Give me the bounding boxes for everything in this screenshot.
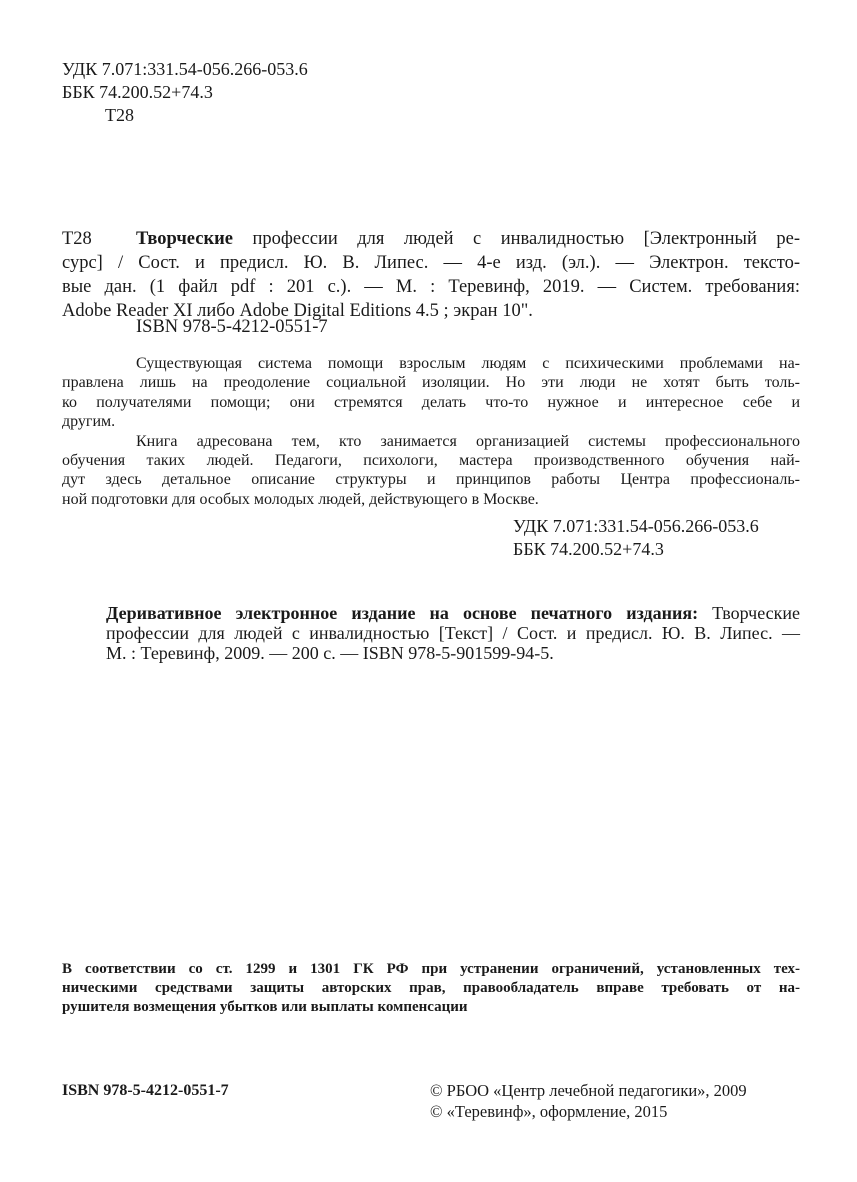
derivative-line-2: профессии для людей с инвалидностью [Текст] / Сост. и предисл. Ю. В. Липес. — bbox=[106, 623, 800, 643]
udk-code-right: УДК 7.071:331.54-056.266-053.6 bbox=[513, 516, 759, 536]
catalog-title-bold: Творческие bbox=[136, 229, 233, 249]
copyright-line-1: © РБОО «Центр лечебной педагогики», 2009 bbox=[430, 1081, 747, 1100]
classification-block-right bbox=[513, 515, 759, 561]
bbk-code: ББК 74.200.52+74.3 bbox=[62, 82, 213, 102]
bbk-code-right: ББК 74.200.52+74.3 bbox=[513, 539, 664, 559]
annotation bbox=[62, 354, 800, 509]
annotation-p1-line-3: ко получателями помощи; они стремятся делать что-то нужное и интересное себе и bbox=[62, 393, 800, 411]
legal-line-3: рушителя возмещения убытков или выплаты компенсации bbox=[62, 999, 468, 1015]
annotation-p2-line-2: обучения таких людей. Педагоги, психологи, мастера производственного обучения най- bbox=[62, 452, 800, 470]
catalog-line-1-rest: профессии для людей с инвалидностью [Электронный ре- bbox=[252, 229, 800, 249]
copyright-line-2: © «Теревинф», оформление, 2015 bbox=[430, 1102, 668, 1121]
legal-line-1: В соответствии со ст. 1299 и 1301 ГК РФ при устранении ограничений, установленных тех- bbox=[62, 961, 800, 977]
annotation-p2-line-1: Книга адресована тем, кто занимается организацией системы профессионального bbox=[136, 432, 800, 450]
author-code: Т28 bbox=[105, 105, 134, 125]
annotation-p1-line-1: Существующая система помощи взрослым людям с психическими проблемами на- bbox=[136, 355, 800, 372]
copyright-block bbox=[430, 1080, 747, 1122]
catalog-line-3: вые дан. (1 файл pdf : 201 с.). — М. : Теревинф, 2019. — Систем. требования: bbox=[62, 277, 800, 297]
annotation-p2-line-3: дут здесь детальное описание структуры и принципов работы Центра профессиональ- bbox=[62, 471, 800, 489]
derivative-line-1 bbox=[106, 603, 800, 623]
legal-notice bbox=[62, 960, 800, 1017]
catalog-isbn: ISBN 978-5-4212-0551-7 bbox=[136, 317, 328, 337]
derivative-line-1-rest: Творческие bbox=[712, 603, 801, 623]
annotation-p2-line-4: ной подготовки для особых молодых людей, действующего в Москве. bbox=[62, 490, 539, 508]
udk-code: УДК 7.071:331.54-056.266-053.6 bbox=[62, 59, 308, 79]
catalog-author-code: Т28 bbox=[62, 229, 92, 249]
derivative-line-3: М. : Теревинф, 2009. — 200 с. — ISBN 978-5-901599-94-5. bbox=[106, 643, 554, 663]
classification-block-top bbox=[62, 58, 308, 127]
legal-line-2: ническими средствами защиты авторских прав, правообладатель вправе требовать от на- bbox=[62, 980, 800, 996]
annotation-p1-line-2: правлена лишь на преодоление социальной изоляции. Но эти люди не хотят быть толь- bbox=[62, 374, 800, 392]
derivative-label: Деривативное электронное издание на основе печатного издания: bbox=[106, 603, 699, 623]
derivative-edition-note bbox=[106, 603, 800, 663]
catalog-line-2: сурс] / Сост. и предисл. Ю. В. Липес. — 4-е изд. (эл.). — Электрон. тексто- bbox=[62, 253, 800, 273]
catalog-line-4: Adobe Reader XI либо Adobe Digital Editions 4.5 ; экран 10". bbox=[62, 301, 533, 321]
footer-isbn: ISBN 978-5-4212-0551-7 bbox=[62, 1082, 229, 1099]
catalog-line-1 bbox=[136, 227, 800, 251]
annotation-p1-line-4: другим. bbox=[62, 413, 116, 431]
